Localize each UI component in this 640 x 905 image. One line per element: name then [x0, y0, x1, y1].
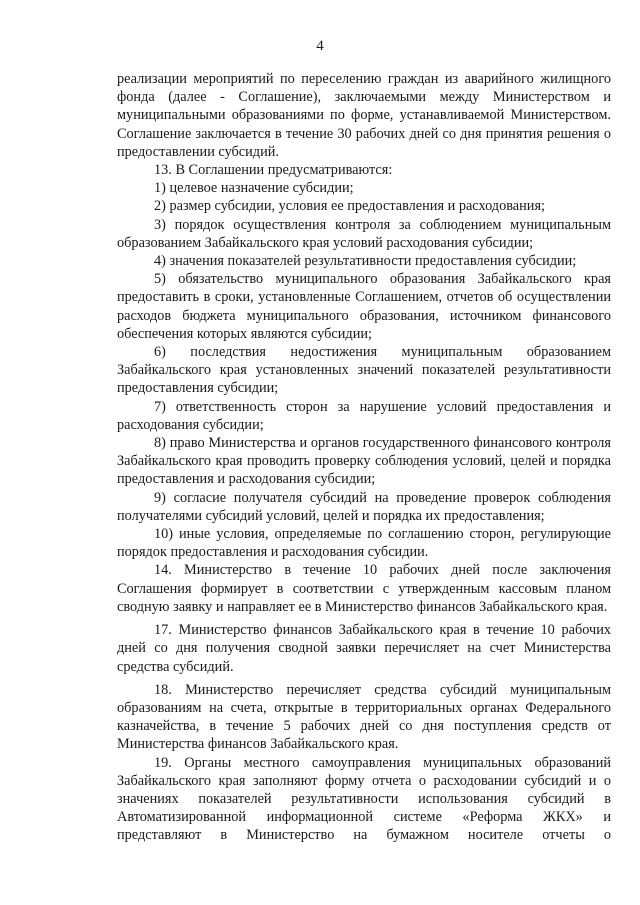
paragraph-item-14: 14. Министерство в течение 10 рабочих дней после заключения Соглашения формирует в соответствии с утвержденным кассовым планом сводную заявку и направляет ее в Министерство финансов Забайкальского края. [117, 562, 611, 615]
list-item-4: 4) значения показателей результативности предоставления субсидии; [154, 253, 577, 270]
paragraph-continuation: реализации мероприятий по переселению граждан из аварийного жилищного фонда (далее - Соглашение), заключаемыми между Министерством и муниципальными образованиями по форме, устанавливаемой Министерством. Соглашение заключается в течение 30 рабочих дней со дня принятия решения о предоставлении субсидий. [117, 71, 611, 160]
list-item-8: 8) право Министерства и органов государственного финансового контроля Забайкальского края проводить проверку соблюдения условий, целей и порядка предоставления и расходования субсидии; [117, 435, 611, 488]
page-number: 4 [316, 38, 324, 54]
paragraph-item-13: 13. В Соглашении предусматриваются: [154, 162, 393, 179]
list-item-10: 10) иные условия, определяемые по соглашению сторон, регулирующие порядок предоставления и расходования субсидии. [117, 526, 611, 561]
list-item-2: 2) размер субсидии, условия ее предоставления и расходования; [154, 198, 545, 215]
list-item-9: 9) согласие получателя субсидий на проведение проверок соблюдения получателями субсидий условий, целей и порядка их предоставления; [117, 489, 611, 524]
document-body [117, 70, 611, 845]
list-item-6: 6) последствия недостижения муниципальным образованием Забайкальского края установленных значений показателей результативности предоставления субсидии; [117, 344, 611, 397]
list-item-3: 3) порядок осуществления контроля за соблюдением муниципальным образованием Забайкальского края условий расходования субсидии; [117, 216, 611, 251]
list-item-1: 1) целевое назначение субсидии; [154, 180, 354, 197]
list-item-7: 7) ответственность сторон за нарушение условий предоставления и расходования субсидии; [117, 398, 611, 433]
paragraph-item-17: 17. Министерство финансов Забайкальского края в течение 10 рабочих дней со дня получения сводной заявки перечисляет на счет Министерства средства субсидий. [117, 622, 611, 675]
paragraph-item-19: 19. Органы местного самоуправления муниципальных образований Забайкальского края заполняют форму отчета о расходовании субсидий и о значениях показателей результативности использования субсидий в Автоматизированной информационной системе «Реформа ЖКХ» и представляют в Министерство на бумажном носителе отчеты о [117, 754, 611, 844]
paragraph-item-18: 18. Министерство перечисляет средства субсидий муниципальным образованиям на счета, открытые в территориальных органах Федерального казначейства, в течение 5 рабочих дней со дня поступления средств от Министерства финансов Забайкальского края. [117, 681, 611, 753]
list-item-5: 5) обязательство муниципального образования Забайкальского края предоставить в сроки, установленные Соглашением, отчетов об осуществлении расходов бюджета муниципального образования, источником финансового обеспечения которых являются субсидии; [117, 271, 611, 342]
